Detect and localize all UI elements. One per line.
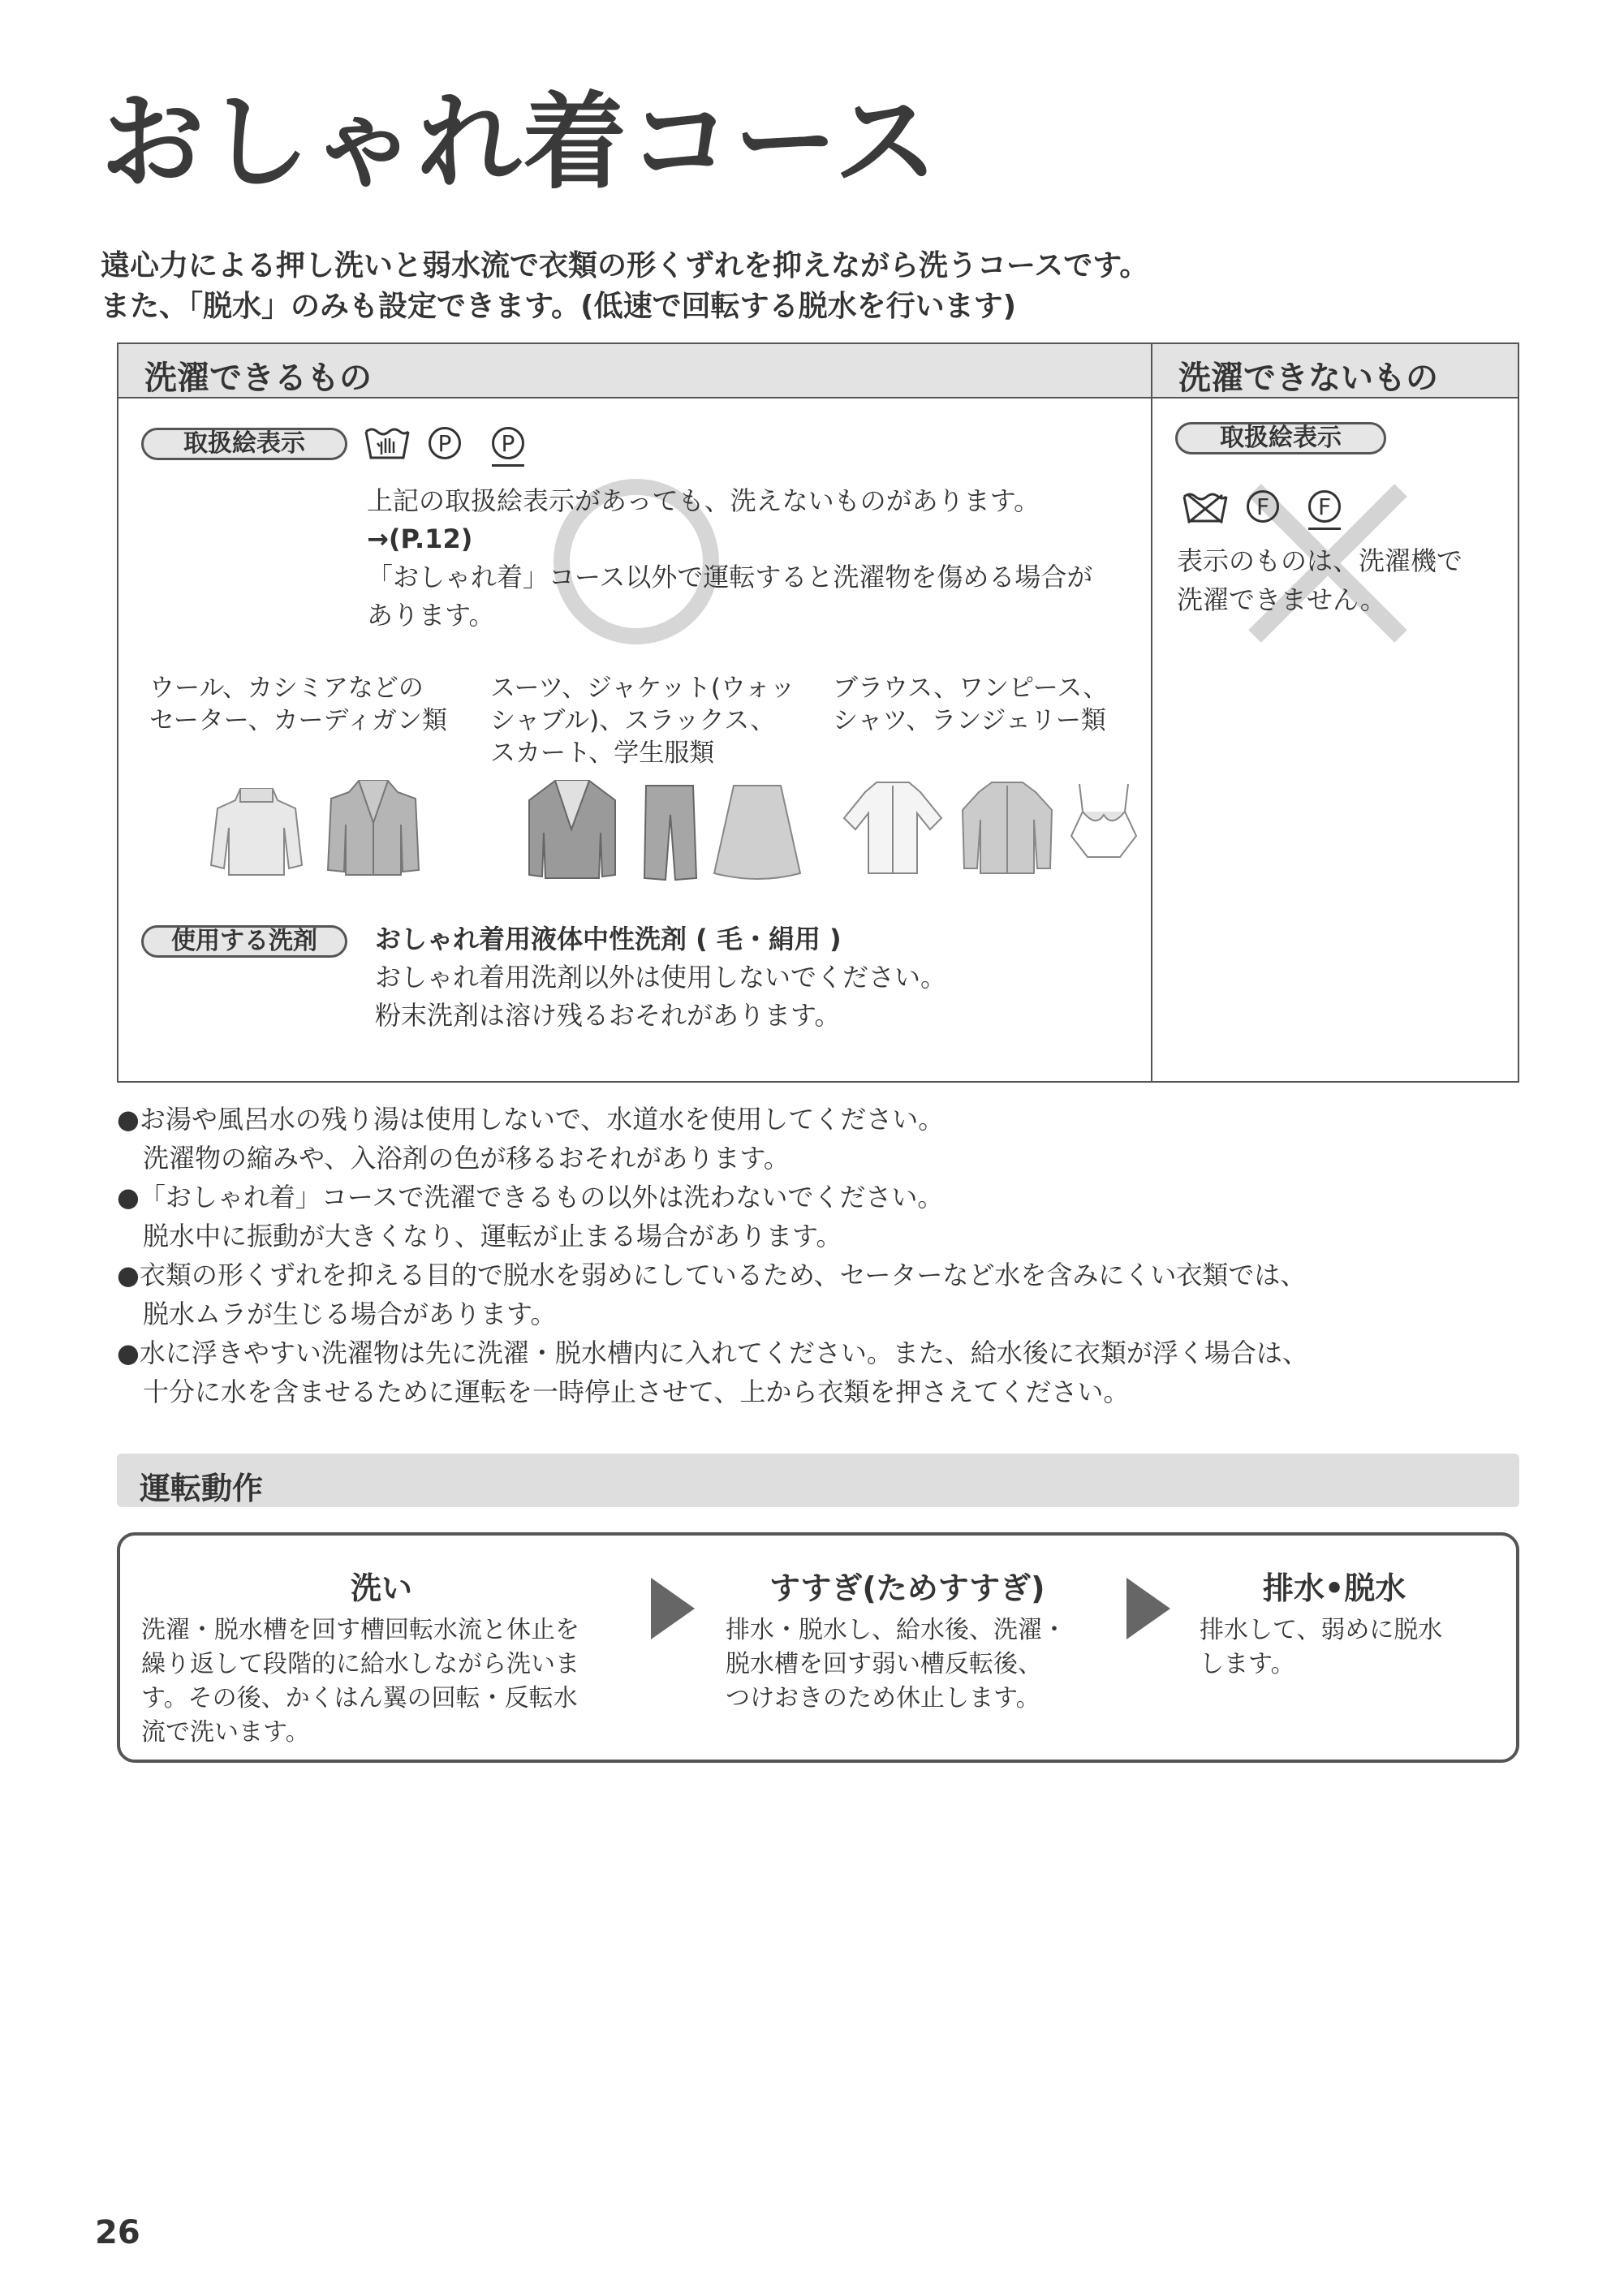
intro-line: 遠心力による押し洗いと弱水流で衣類の形くずれを抑えながら洗うコースです。 (101, 249, 1149, 282)
shirt-icon (958, 778, 1057, 878)
step-text-wash (141, 1613, 579, 1750)
note-line: 上記の取扱絵表示があっても、洗えないものがあります。 (367, 485, 1040, 516)
cardigan-icon (323, 774, 424, 880)
washable-header-label: 洗濯できるもの (144, 360, 372, 397)
hand-wash-icon (364, 425, 411, 463)
detergent-note: おしゃれ着用洗剤以外は使用しないでください。 (375, 962, 947, 993)
step-title-spin: 排水•脱水 (1263, 1570, 1406, 1606)
category-suits (490, 672, 795, 769)
section-heading-bar (117, 1454, 1519, 1507)
dry-clean-p-icon: P (429, 427, 461, 459)
ng-note-line: 洗濯できません。 (1177, 584, 1386, 615)
step-text-spin (1200, 1613, 1442, 1682)
care-label-pill: 取扱絵表示 (141, 428, 347, 460)
note-line: 「おしゃれ着」コース以外で運転すると洗濯物を傷める場合が (367, 562, 1093, 592)
step-line: 排水・脱水し、給水後、洗濯・ (726, 1616, 1066, 1644)
category-line: シャブル)、スラックス、 (490, 706, 776, 735)
step-line: 脱水槽を回す弱い槽反転後、 (726, 1650, 1042, 1678)
skirt-icon (709, 782, 805, 883)
blouse-icon (839, 778, 946, 878)
note-line: あります。 (367, 600, 495, 631)
step-line: 繰り返して段階的に給水しながら洗いま (141, 1650, 579, 1678)
care-label-pill: 取扱絵表示 (1175, 422, 1386, 454)
slacks-icon (640, 782, 701, 883)
category-blouses (833, 672, 1108, 737)
dry-clean-p-gentle-icon: P (492, 427, 524, 459)
category-line: セーター、カーディガン類 (149, 706, 448, 735)
step-line: 排水して、弱めに脱水 (1200, 1616, 1443, 1644)
operation-flow (117, 1532, 1519, 1763)
detergent-note: 粉末洗剤は溶け残るおそれがあります。 (375, 1000, 841, 1031)
step-line: 流で洗います。 (141, 1718, 310, 1747)
gentle-underline (1308, 528, 1341, 530)
gentle-underline (492, 464, 524, 467)
step-title-wash: 洗い (351, 1570, 413, 1606)
arrow-right-icon (1126, 1578, 1170, 1639)
caution-item: ●「おしゃれ着」コースで洗濯できるもの以外は洗わないでください。 (117, 1182, 944, 1213)
detergent-title: おしゃれ着用液体中性洗剤 ( 毛・絹用 ) (375, 924, 842, 954)
category-line: スーツ、ジャケット(ウォッ (490, 674, 795, 703)
jacket-icon (524, 776, 620, 881)
category-line: シャツ、ランジェリー類 (833, 706, 1106, 735)
washable-table (117, 342, 1519, 1083)
page-title: おしゃれ着コース (101, 82, 940, 203)
detergent-pill: 使用する洗剤 (141, 925, 347, 958)
category-line: ウール、カシミアなどの (149, 674, 424, 703)
step-title-rinse: すすぎ(ためすすぎ) (769, 1570, 1045, 1606)
ng-note-line: 表示のものは、洗濯機で (1177, 545, 1463, 576)
dry-clean-f-gentle-icon: F (1308, 490, 1341, 523)
step-line: つけおきのため休止します。 (726, 1684, 1040, 1712)
step-line: す。その後、かくはん翼の回転・反転水 (141, 1684, 578, 1712)
category-line: スカート、学生服類 (490, 739, 715, 768)
category-line: ブラウス、ワンピース、 (833, 674, 1109, 703)
not-washable-header-label: 洗濯できないもの (1178, 360, 1438, 397)
section-heading: 運転動作 (140, 1471, 264, 1506)
category-wool (149, 672, 447, 737)
page-number: 26 (95, 2214, 140, 2251)
intro-line: また、「脱水」のみも設定できます。(低速で回転する脱水を行います) (101, 290, 1017, 323)
caution-item-detail: 脱水ムラが生じる場合があります。 (143, 1299, 557, 1329)
caution-item: ●衣類の形くずれを抑える目的で脱水を弱めにしているため、セーターなど水を含みにくい衣類では、 (117, 1260, 1307, 1290)
page-reference: →(P.12) (367, 523, 473, 554)
caution-item: ●お湯や風呂水の残り湯は使用しないで、水道水を使用してください。 (117, 1104, 945, 1135)
caution-item: ●水に浮きやすい洗濯物は先に洗濯・脱水槽内に入れてください。また、給水後に衣類が浮く場合は、 (117, 1338, 1308, 1368)
step-line: 洗濯・脱水槽を回す槽回転水流と休止を (141, 1616, 579, 1644)
dry-clean-f-icon: F (1247, 490, 1279, 523)
caution-item-detail: 十分に水を含ませるために運転を一時停止させて、上から衣類を押さえてください。 (143, 1376, 1130, 1407)
lingerie-icon (1063, 779, 1141, 868)
arrow-right-icon (651, 1578, 695, 1639)
table-divider (1151, 344, 1152, 1081)
not-washable-header (1152, 344, 1518, 398)
step-line: します。 (1200, 1650, 1295, 1678)
step-text-rinse (726, 1613, 1066, 1716)
caution-item-detail: 脱水中に振動が大きくなり、運転が止まる場合があります。 (143, 1221, 842, 1251)
washable-header (118, 344, 1151, 398)
caution-item-detail: 洗濯物の縮みや、入浴剤の色が移るおそれがあります。 (143, 1143, 790, 1174)
sweater-icon (208, 781, 305, 881)
no-wash-icon (1182, 490, 1229, 526)
